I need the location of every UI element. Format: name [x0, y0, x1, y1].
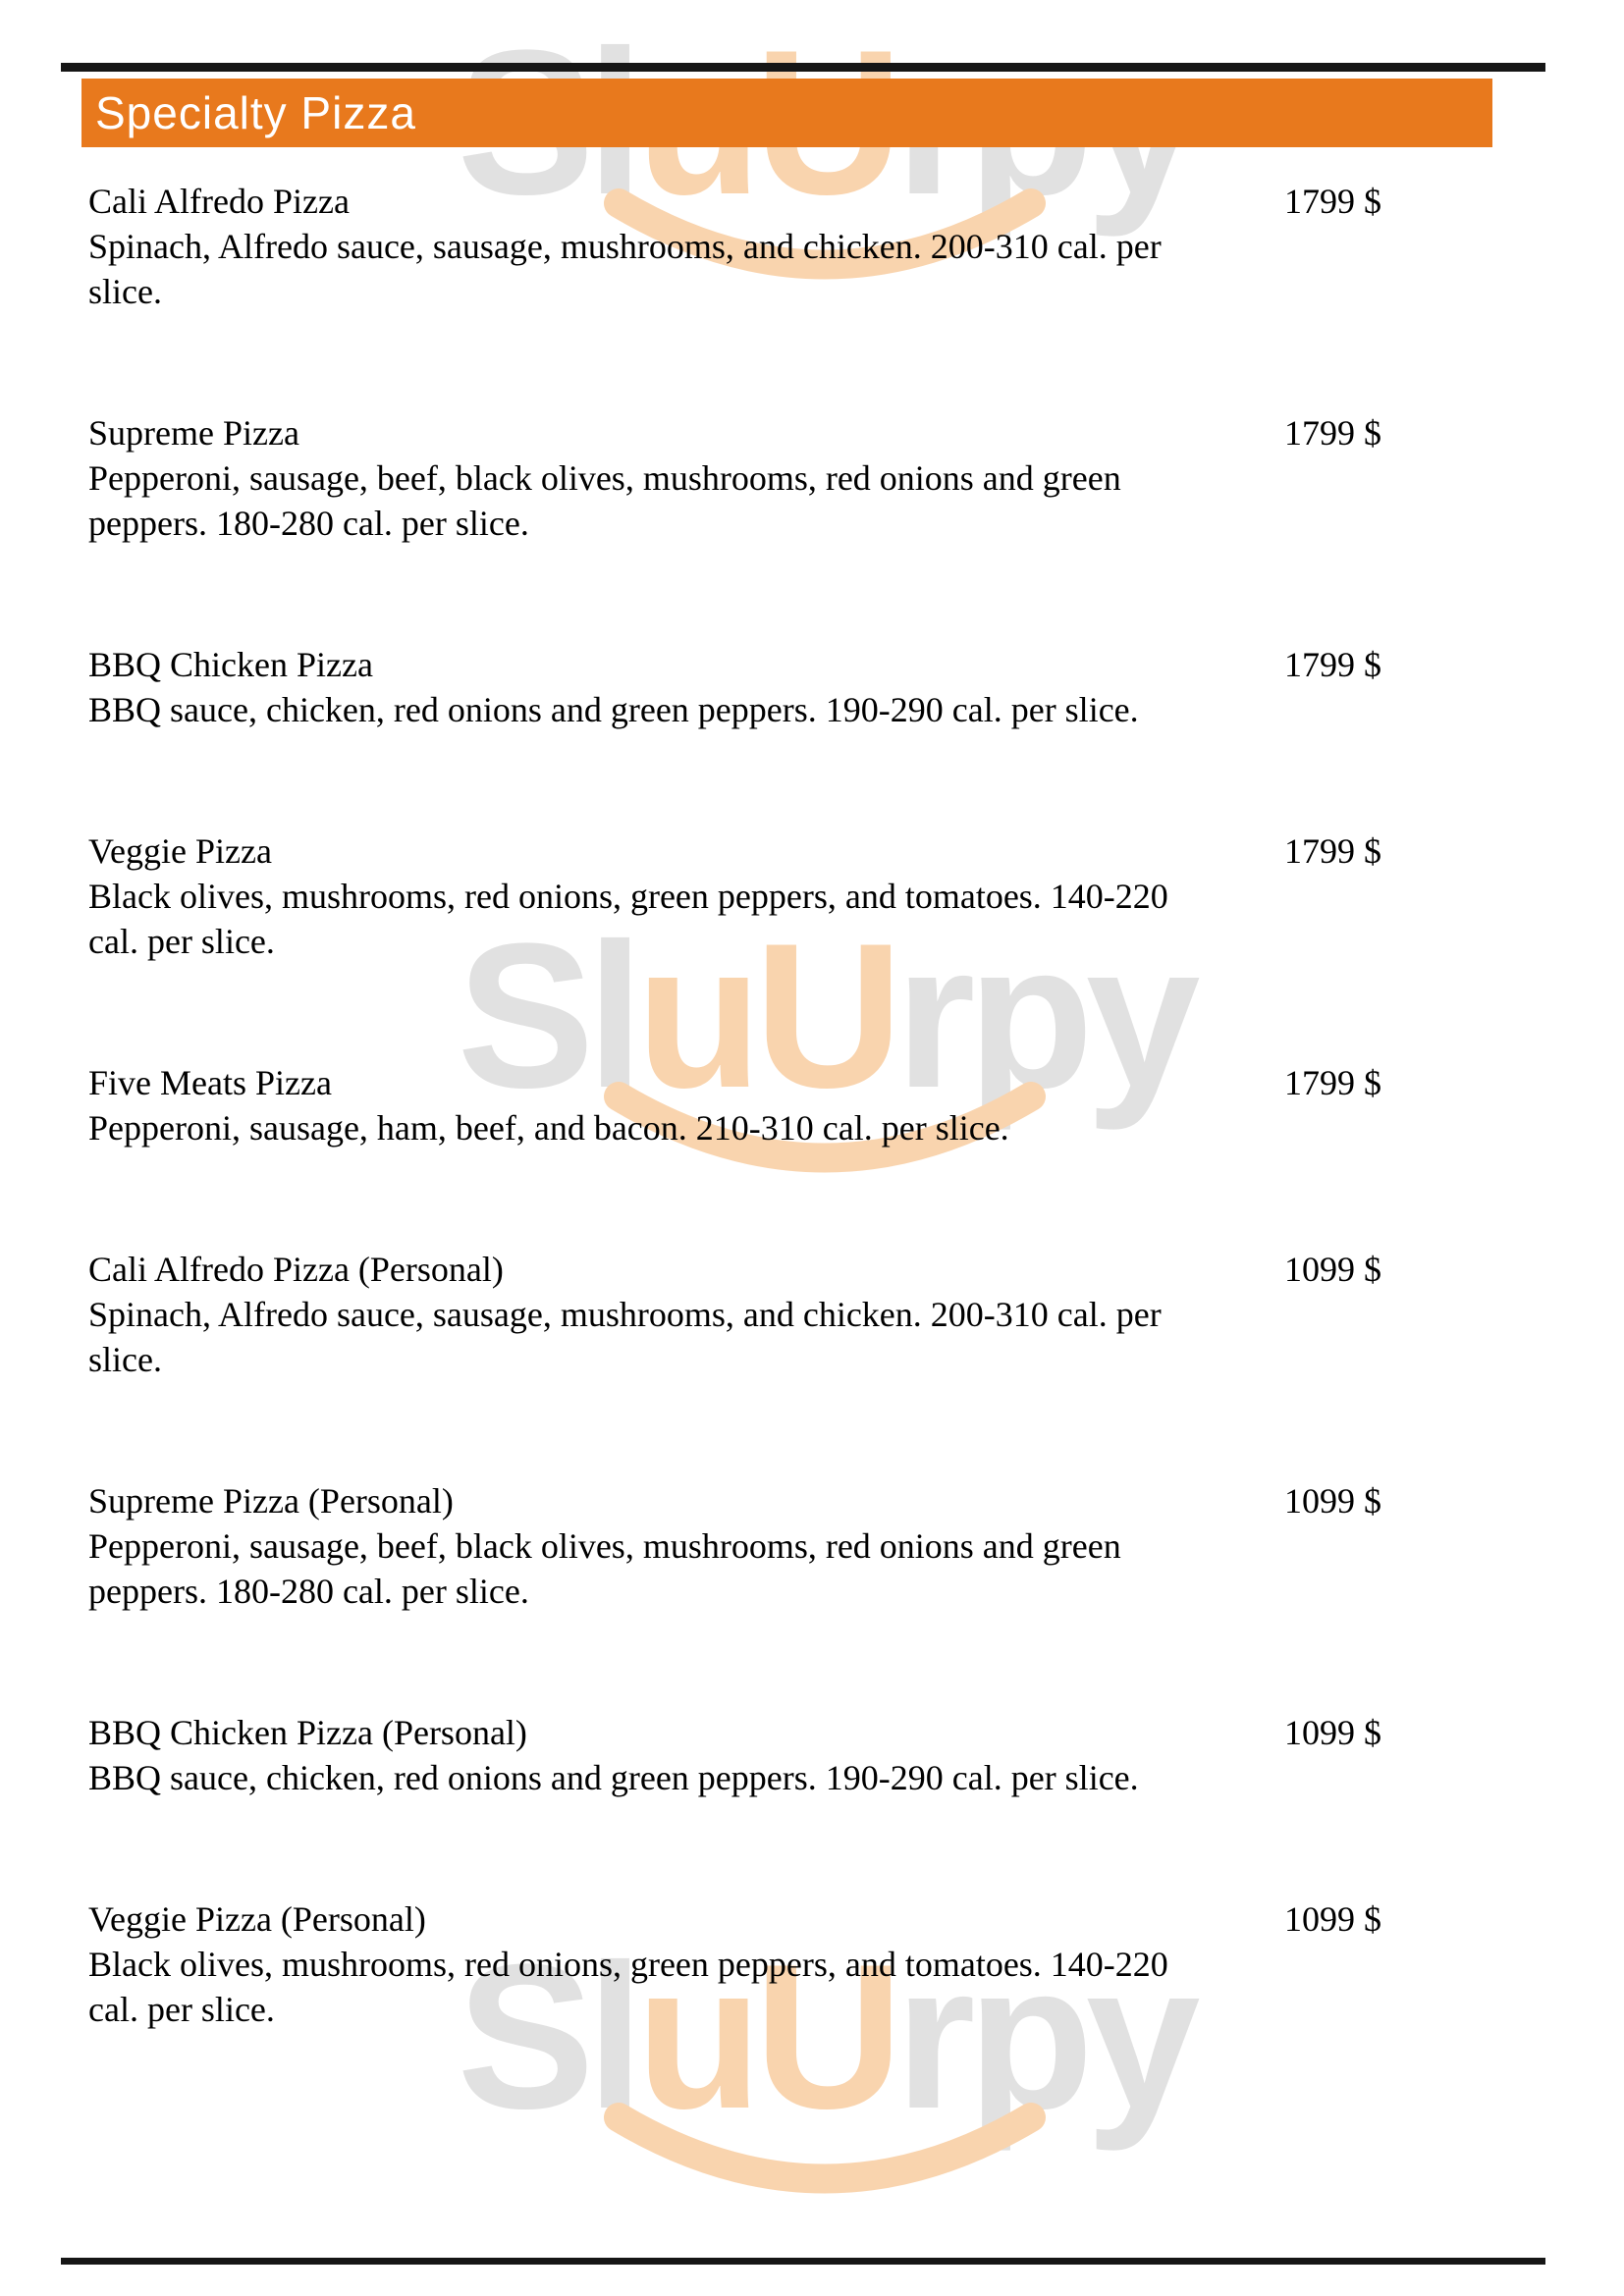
menu-item	[88, 1896, 1536, 2032]
item-price: 1099 $	[1284, 1713, 1381, 1752]
menu-item-list	[88, 179, 1536, 2128]
item-description: Spinach, Alfredo sauce, sausage, mushrooms, and chicken. 200-310 cal. per slice.	[88, 227, 1162, 311]
item-name: Supreme Pizza (Personal)	[88, 1481, 454, 1521]
item-description: Pepperoni, sausage, beef, black olives, mushrooms, red onions and green peppers. 180-280 cal. per slice.	[88, 1526, 1121, 1611]
menu-item	[88, 1247, 1536, 1382]
menu-item	[88, 1478, 1536, 1614]
bottom-rule	[61, 2258, 1545, 2265]
menu-item	[88, 1710, 1536, 1800]
item-name: Veggie Pizza (Personal)	[88, 1899, 426, 1939]
item-description: Black olives, mushrooms, red onions, green peppers, and tomatoes. 140-220 cal. per slice.	[88, 877, 1168, 961]
item-name: BBQ Chicken Pizza (Personal)	[88, 1713, 527, 1752]
item-price: 1099 $	[1284, 1250, 1381, 1289]
item-price: 1799 $	[1284, 645, 1381, 684]
menu-item	[88, 1060, 1536, 1150]
menu-item	[88, 179, 1536, 314]
menu-item	[88, 828, 1536, 964]
item-name: Veggie Pizza	[88, 831, 272, 871]
section-header-bar	[81, 79, 1492, 147]
watermark-text-right: rpy	[894, 900, 1193, 1131]
item-description: BBQ sauce, chicken, red onions and green peppers. 190-290 cal. per slice.	[88, 690, 1139, 729]
watermark-text-mid: uU	[635, 900, 895, 1131]
item-description: Black olives, mushrooms, red onions, green peppers, and tomatoes. 140-220 cal. per slice.	[88, 1945, 1168, 2029]
item-name: Cali Alfredo Pizza (Personal)	[88, 1250, 504, 1289]
item-description: BBQ sauce, chicken, red onions and green peppers. 190-290 cal. per slice.	[88, 1758, 1139, 1797]
item-name: Supreme Pizza	[88, 413, 299, 453]
item-price: 1099 $	[1284, 1899, 1381, 1939]
item-name: BBQ Chicken Pizza	[88, 645, 373, 684]
menu-item	[88, 642, 1536, 732]
watermark-text-left: Sl	[457, 1921, 636, 2152]
section-title: Specialty Pizza	[95, 87, 416, 138]
watermark-text-right: rpy	[894, 1921, 1193, 2152]
item-price: 1799 $	[1284, 413, 1381, 453]
item-price: 1099 $	[1284, 1481, 1381, 1521]
item-description: Pepperoni, sausage, beef, black olives, mushrooms, red onions and green peppers. 180-280 cal. per slice.	[88, 458, 1121, 543]
item-price: 1799 $	[1284, 182, 1381, 221]
item-price: 1799 $	[1284, 1063, 1381, 1102]
item-description: Pepperoni, sausage, ham, beef, and bacon. 210-310 cal. per slice.	[88, 1108, 1009, 1148]
menu-item	[88, 410, 1536, 546]
item-price: 1799 $	[1284, 831, 1381, 871]
watermark-text-left: Sl	[457, 900, 636, 1131]
item-name: Cali Alfredo Pizza	[88, 182, 350, 221]
watermark-text-mid: uU	[635, 1921, 895, 2152]
top-rule	[61, 63, 1545, 72]
item-description: Spinach, Alfredo sauce, sausage, mushrooms, and chicken. 200-310 cal. per slice.	[88, 1295, 1162, 1379]
item-name: Five Meats Pizza	[88, 1063, 332, 1102]
